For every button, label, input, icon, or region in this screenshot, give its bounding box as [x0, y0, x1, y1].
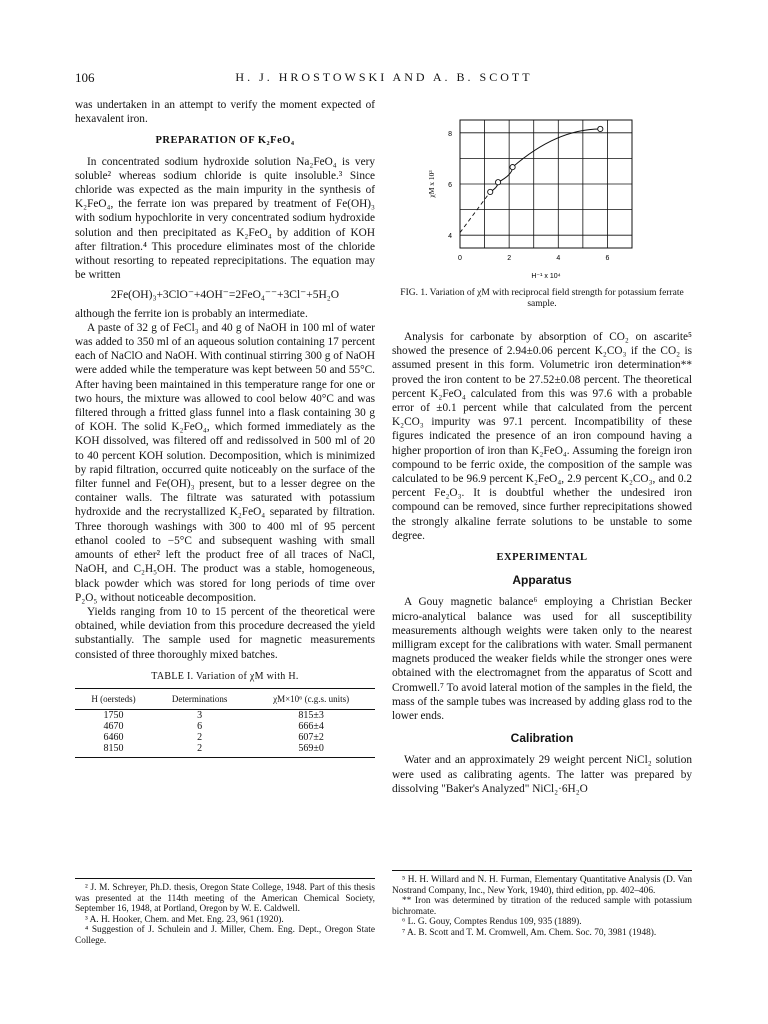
table-cell: 6 [197, 721, 203, 733]
footnote: ⁶ L. G. Gouy, Comptes Rendus 109, 935 (1889). [402, 917, 582, 928]
extrapolation-line [460, 192, 490, 233]
x-tick-label: 4 [556, 255, 561, 262]
left-column [75, 98, 375, 758]
calibration-heading: Calibration [510, 731, 574, 746]
footnote: ⁵ H. H. Willard and N. H. Furman, Elementary Quantitative Analysis (D. Van Nostrand Company, Inc., New York, 1940), third edition, pp. 402–406. [392, 875, 692, 896]
paragraph-intermediate: although the ferrite ion is probably an intermediate. [75, 307, 308, 320]
table-row [75, 732, 375, 743]
x-tick-label: 2 [507, 255, 512, 262]
y-tick-label: 6 [448, 182, 452, 189]
table-cell: 2 [152, 743, 247, 758]
table-cell: 1750 [103, 710, 124, 722]
footnote: ³ A. H. Hooker, Chem. and Met. Eng. 23, 961 (1920). [85, 914, 284, 925]
paragraph-soluble: In concentrated sodium hydroxide solution Na₂FeO₄ is very soluble² whereas sodium chloride is quite insoluble.³ Since chloride was expected as the main impurity in the synthesis of K₂FeO₄, the ferrate ion was prepared by treatment of Fe(OH)₃ with sodium hypochlorite in very concentrated sodium hydroxide solution and then precipitated as K₂FeO₄ by addition of KOH after filtration.⁴ This procedure eliminates most of the chloride without resorting to repeated reprecipitations. The equation may be written [75, 155, 375, 282]
experimental-heading: EXPERIMENTAL [496, 552, 588, 564]
y-tick-label: 4 [448, 233, 452, 241]
table-cell: 3 [197, 710, 203, 722]
page-header [75, 70, 693, 88]
footnotes-right [392, 870, 692, 939]
paragraph-apparatus: A Gouy magnetic balance⁶ employing a Christian Becker micro-analytical balance was used for all susceptibility measurements although weights were taken only to the nearest milligram except for the calibrations with water. Small permanent magnets produced the weaker fields while the stronger ones were obtained with the electromagnet from the apparatus of Scott and Cromwell.⁷ To avoid lateral motion of the samples in the field, the mass of the sample tubes was increased by adding glass rod to the lower ends. [392, 596, 692, 723]
footnotes-left [75, 878, 375, 947]
footnote: ⁷ A. B. Scott and T. M. Cromwell, Am. Chem. Soc. 70, 3981 (1948). [402, 927, 657, 938]
table-cell: 4670 [103, 721, 124, 733]
table-cell: 2 [197, 732, 203, 744]
y-tick-label: 8 [448, 130, 452, 138]
preparation-heading: PREPARATION OF K₂FeO₄ [155, 135, 295, 147]
table-header-determinations: Determinations [152, 688, 247, 709]
table-row [75, 743, 375, 758]
intro-paragraph: was undertaken in an attempt to verify the moment expected of hexavalent iron. [75, 99, 375, 126]
paragraph-yields: Yields ranging from 10 to 15 percent of the theoretical were obtained, while deviation from this procedure decreased the yield substantially. The sample used for magnetic measurements consisted of three thoroughly mixed batches. [75, 605, 375, 661]
data-point [495, 180, 500, 185]
data-point [510, 165, 515, 170]
table-header-field: H (oersteds) [75, 688, 152, 709]
chart-svg [392, 98, 692, 288]
table-caption: TABLE I. Variation of χM with H. [151, 670, 299, 682]
table-row [75, 721, 375, 732]
data-table [75, 688, 375, 758]
table-cell: 569±0 [247, 743, 375, 758]
paragraph-calibration: Water and an approximately 29 weight percent NiCl₂ solution were used as calibrating agents. The latter was prepared by dissolving "Baker's Analyzed" NiCl₂·6H₂O [392, 754, 692, 795]
data-point [598, 126, 603, 131]
table-cell: 6460 [103, 732, 124, 744]
footnote: ** Iron was determined by titration of the reduced sample with potassium bichromate. [392, 896, 692, 917]
paragraph-procedure: A paste of 32 g of FeCl₃ and 40 g of NaOH in 100 ml of water was added to 350 ml of an aqueous solution containing 17 percent each of NaClO and NaOH. With continual stirring 300 g of NaOH were added while the temperature was kept between 50 and 55°C. After having been maintained in this temperature range for one or two hours, the mixture was allowed to cool below 40°C and was filtered through a fritted glass funnel into a flask containing 30 g of KOH. The solid K₂FeO₄, which formed immediately as the KOH dissolved, was filtered off and redissolved in 500 ml of 20 to 40 percent KOH solution. Decomposition, which is minimized by rapid filtration, occurred quite noticeably on the surface of the filter funnel and Fe(OH)₃ present, but to a lesser degree on the container walls. The filtrate was saturated with potassium hydroxide and the recrystallized K₂FeO₄ separated by filtration. Three thorough washings with 300 to 400 ml of 95 percent ethanol cooled to −5°C and subsequent washing with small amounts of ether² left the product free of all traces of NaCl, NaOH, and C₂H₅OH. The product was a stable, homogeneous, black powder which was stored for long periods of time over P₂O₅ without noticeable decomposition. [75, 321, 375, 604]
table-cell: 666±4 [298, 721, 324, 733]
table-cell: 607±2 [298, 732, 324, 744]
table-cell: 815±3 [298, 710, 324, 722]
series-line [490, 129, 600, 192]
right-column [392, 330, 692, 796]
apparatus-heading: Apparatus [512, 573, 572, 588]
x-tick-label: 0 [458, 255, 462, 262]
data-point [488, 189, 493, 194]
paragraph-analysis: Analysis for carbonate by absorption of CO₂ on ascarite⁵ showed the presence of 2.94±0.06 percent K₂CO₃ if the CO₂ is assumed present in this form. Volumetric iron determination** proved the iron content to be 27.52±0.08 percent. The theoretical percent K₂FeO₄ calculated from this was 97.6 with a probable error of ±0.1 percent while that calculated from the percent K₂CO₃ impurity was 97.1 percent. Incompatibility of these figures indicated the presence of an iron compound having a higher proportion of iron than K₂FeO₄. Assuming the foreign iron compound to be ferric oxide, the composition of the sample was calculated to be 96.9 percent K₂FeO₄, 2.9 percent K₂CO₃, and 0.2 percent Fe₂O₃. It is doubtful whether the undesired iron compound can be removed, since further reprecipitations showed the strongly alkaline ferrate solutions to be unstable to some degree. [392, 331, 692, 542]
reaction-equation: 2Fe(OH)₃+3ClO⁻+4OH⁻=2FeO₄⁻⁻+3Cl⁻+5H₂O [110, 289, 340, 302]
figure-caption: FIG. 1. Variation of χM with reciprocal field strength for potassium ferrate sample. [400, 288, 684, 309]
footnote: ⁴ Suggestion of J. Schulein and J. Miller, Chem. Eng. Dept., Oregon State College. [75, 925, 375, 946]
x-tick-label: 6 [605, 255, 610, 262]
table-row [75, 710, 375, 722]
footnote: ² J. M. Schreyer, Ph.D. thesis, Oregon State College, 1948. Part of this thesis was presented at the 114th meeting of the American Chemical Society, September 16, 1948, at Portland, Oregon by W. E. Caldwell. [75, 883, 375, 915]
figure-1 [392, 98, 692, 320]
x-axis-label: H⁻¹ x 10⁴ [531, 273, 561, 280]
y-axis-label: χM x 10³ [427, 170, 436, 198]
table-header-susceptibility: χM×10⁶ (c.g.s. units) [247, 688, 375, 709]
table-cell: 8150 [75, 743, 152, 758]
page-number: 106 [75, 70, 95, 85]
running-head: H. J. HROSTOWSKI AND A. B. SCOTT [235, 70, 533, 84]
